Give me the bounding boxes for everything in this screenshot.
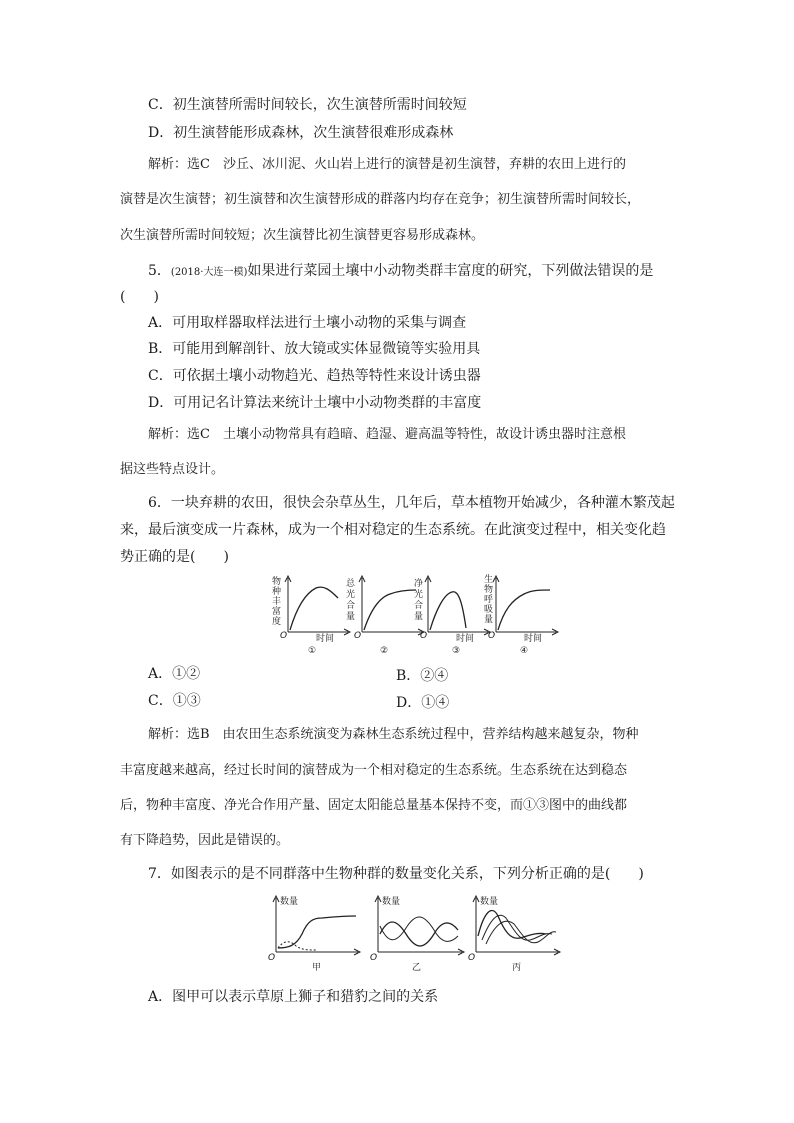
q7-figure (266, 890, 566, 980)
q6-explanation-line-1: 解析：选B 由农田生态系统演变为森林生态系统过程中，营养结构越来越复杂，物种 (148, 727, 639, 742)
q7-option-a: A．图甲可以表示草原上狮子和猎豹之间的关系 (148, 989, 439, 1005)
q6-graph4-caption: ④ (520, 646, 529, 656)
q5-option-a: A．可用取样器取样法进行土壤小动物的采集与调查 (148, 315, 467, 331)
q5-source: (2018·大连一模) (170, 267, 248, 278)
q6-option-c: C．①③ (148, 693, 201, 709)
q6-graph4-xlabel: 时间 (524, 634, 543, 644)
q6-graph4-ylabel: 生物呼吸量 (484, 575, 494, 625)
q4-explanation-line-3: 次生演替所需时间较短；次生演替比初生演替更容易形成森林。 (120, 228, 485, 243)
q5-explanation-line-1: 解析：选C 土壤小动物常具有趋暗、趋湿、避高温等特性，故设计诱虫器时注意根 (148, 427, 626, 442)
q4-explanation-line-1: 解析：选C 沙丘、冰川泥、火山岩上进行的演替是初生演替，弃耕的农田上进行的 (148, 157, 626, 172)
q5-stem (148, 262, 653, 282)
q6-stem-line-2: 来，最后演变成一片森林，成为一个相对稳定的生态系统。在此演变过程中，相关变化趋 (120, 522, 666, 538)
q4-option-d: D．初生演替能形成森林，次生演替很难形成森林 (148, 125, 454, 141)
q5-option-d: D．可用记名计算法来统计土壤中小动物类群的丰富度 (148, 395, 482, 411)
q7-stem: 7．如图表示的是不同群落中生物种群的数量变化关系，下列分析正确的是( ) (148, 866, 644, 882)
q6-explanation-line-4: 有下降趋势，因此是错误的。 (120, 833, 290, 848)
q6-graph3-caption: ③ (452, 646, 461, 656)
q6-graph2-origin: O (354, 631, 362, 641)
q6-explanation-line-2: 丰富度越来越高，经过长时间的演替成为一个相对稳定的生态系统。生态系统在达到稳态 (120, 763, 628, 778)
q6-option-d: D．①④ (396, 695, 450, 711)
q5-number: 5． (148, 263, 171, 279)
q6-explanation-line-3: 后，物种丰富度、净光合作用产量、固定太阳能总量基本保持不变，而①③图中的曲线都 (120, 798, 628, 813)
q5-option-b: B．可能用到解剖针、放大镜或实体显微镜等实验用具 (148, 341, 481, 357)
q7-graph1-origin: O (268, 953, 276, 963)
q7-graph2-ylabel: 数量 (382, 897, 401, 907)
q6-graph3-xlabel: 时间 (456, 634, 475, 644)
q7-graph3-origin: O (468, 953, 476, 963)
q6-option-a: A．①② (148, 666, 201, 682)
q7-graph3-ylabel: 数量 (480, 897, 499, 907)
q6-stem-line-1: 6．一块弃耕的农田，很快会杂草丛生，几年后，草本植物开始减少，各种灌木繁茂起 (148, 495, 675, 511)
q4-explanation-line-2: 演替是次生演替；初生演替和次生演替形成的群落内均存在竞争；初生演替所需时间较长， (120, 192, 641, 207)
q6-graph2-caption: ② (380, 646, 389, 656)
q7-graph3-caption: 丙 (512, 963, 522, 973)
q5-explanation-line-2: 据这些特点设计。 (120, 462, 225, 477)
q5-stem-text: 如果进行菜园土壤中小动物类群丰富度的研究，下列做法错误的是 (247, 263, 654, 279)
q6-option-b: B．②④ (396, 668, 449, 684)
q6-graph1-xlabel: 时间 (316, 634, 335, 644)
q5-option-c: C．可依据土壤小动物趋光、趋热等特性来设计诱虫器 (148, 368, 481, 384)
q6-stem-line-3: 势正确的是( ) (120, 549, 229, 565)
q4-option-c: C．初生演替所需时间较长，次生演替所需时间较短 (148, 97, 467, 113)
q7-graph2-caption: 乙 (412, 963, 422, 973)
q7-graph1-caption: 甲 (312, 963, 322, 973)
q7-graph2-origin: O (370, 953, 378, 963)
q6-graph3-origin: O (420, 631, 428, 641)
q6-graph1-caption: ① (308, 646, 317, 656)
q6-graph2-ylabel: 总光合量 (346, 579, 356, 622)
q6-graph4-origin: O (488, 631, 496, 641)
q6-graph1-ylabel: 物种丰富度 (272, 577, 282, 627)
q6-figure (266, 572, 562, 656)
q7-graph1-ylabel: 数量 (280, 897, 299, 907)
q5-answer-blank: ( ) (120, 289, 159, 305)
q6-graph3-ylabel: 净光合量 (414, 579, 424, 622)
q6-graph1-origin: O (280, 631, 288, 641)
